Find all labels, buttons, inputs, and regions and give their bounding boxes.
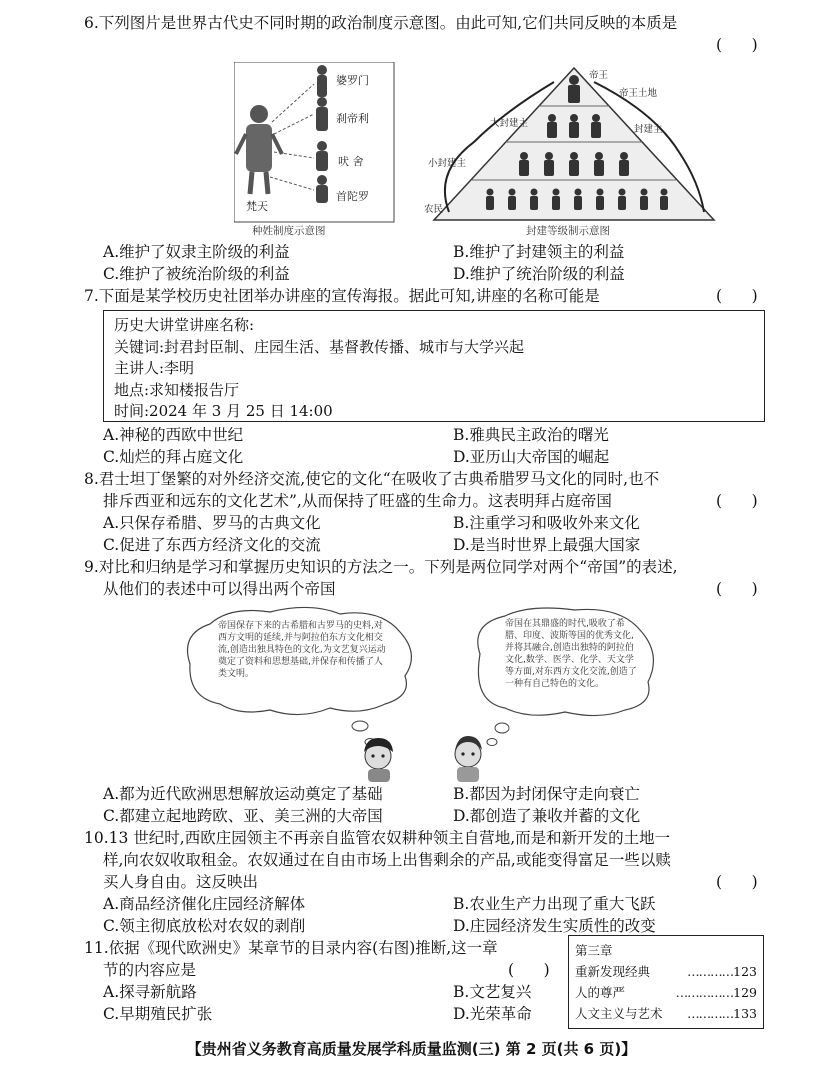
q7-option-d: D.亚历山大帝国的崛起	[453, 448, 610, 466]
q11-toc-box	[568, 935, 764, 1029]
brahma-figure	[236, 105, 282, 194]
q10-option-d: D.庄园经济发生实质性的改变	[453, 917, 656, 935]
q6-answer-paren: ( )	[716, 36, 758, 54]
q9-option-c: C.都建立起地跨欧、亚、美三洲的大帝国	[103, 807, 383, 825]
poster-speaker: 主讲人:李明	[114, 359, 195, 377]
q10-answer-paren: ( )	[716, 873, 758, 891]
q9-option-d: D.都创造了兼收并蓄的文化	[453, 807, 641, 825]
feudal-caption: 封建等级制示意图	[526, 225, 610, 237]
q8-option-c: C.促进了东西方经济文化的交流	[103, 536, 321, 554]
feudal-label-great-lord: 大封建主	[490, 118, 529, 129]
q10-option-a: A.商品经济催化庄园经济解体	[103, 895, 306, 913]
q8-option-a: A.只保存希腊、罗马的古典文化	[103, 514, 321, 532]
caste-label-brahma: 梵天	[246, 200, 268, 213]
q6-figure	[234, 62, 766, 240]
toc-row-page: 133	[733, 1006, 757, 1021]
toc-chapter-title: 第三章	[575, 943, 613, 958]
q6-option-c: C.维护了被统治阶级的利益	[103, 265, 290, 283]
q8-stem-line-1: 8.君士坦丁堡繁的对外经济交流,使它的文化“在吸收了古典希腊罗马文化的同时,也不	[84, 470, 660, 488]
q10-stem-line-1: 10.13 世纪时,西欧庄园领主不再亲自监管农奴耕种领主自营地,而是和新开发的土地一	[84, 829, 671, 847]
q10-stem-line-3: 买人身自由。这反映出	[103, 873, 259, 891]
toc-row	[575, 961, 757, 982]
q9-figure	[180, 604, 660, 782]
boy-student	[455, 736, 482, 782]
q6-option-a: A.维护了奴隶主阶级的利益	[103, 243, 290, 261]
q9-option-b: B.都因为封闭保守走向衰亡	[453, 785, 640, 803]
q7-option-b: B.雅典民主政治的曙光	[453, 426, 609, 444]
q6-option-b: B.维护了封建领主的利益	[453, 243, 625, 261]
q6-option-d: D.维护了统治阶级的利益	[453, 265, 625, 283]
q6-figure-svg	[234, 62, 766, 240]
toc-row-name: 人的尊严	[575, 985, 626, 1000]
q10-option-b: B.农业生产力出现了重大飞跃	[453, 895, 656, 913]
q7-option-c: C.灿烂的拜占庭文化	[103, 448, 244, 466]
q7-option-a: A.神秘的西欧中世纪	[103, 426, 244, 444]
q9-stem-line-1: 9.对比和归纳是学习和掌握历史知识的方法之一。下列是两位同学对两个“帝国”的表述,	[84, 558, 678, 576]
caste-links	[270, 84, 314, 190]
poster-location: 地点:求知楼报告厅	[114, 380, 240, 399]
poster-keywords: 关键词:封君封臣制、庄园生活、基督教传播、城市与大学兴起	[114, 337, 525, 356]
q11-option-a: A.探寻新航路	[103, 983, 197, 1001]
q9-option-a: A.都为近代欧洲思想解放运动奠定了基础	[103, 785, 383, 803]
feudal-label-peasant: 农民	[424, 204, 444, 215]
q11-stem-line-1: 11.依据《现代欧洲史》某章节的目录内容(右图)推断,这一章	[84, 939, 498, 957]
q8-answer-paren: ( )	[716, 492, 758, 510]
q10-stem-line-2: 样,向农奴收取租金。农奴通过在自由市场上出售剩余的产品,或能变得富足一些以赎	[103, 851, 671, 869]
q7-stem: 7.下面是某学校历史社团举办讲座的宣传海报。据此可知,讲座的名称可能是	[84, 287, 600, 305]
q11-stem-line-2: 节的内容应是	[103, 961, 197, 979]
left-bubble-text: 帝国保存下来的古希腊和古罗马的史料,对西方文明的延续,并与阿拉伯东方文化相交流,创造出独具特色的文化,为文艺复兴运动奠定了资料和思想基础,并保存和传播了人类文明。	[218, 621, 386, 679]
q10-option-c: C.领主彻底放松对农奴的剥削	[103, 917, 306, 935]
toc-row-name: 人文主义与艺术	[575, 1006, 663, 1021]
poster-title: 历史大讲堂讲座名称:	[114, 316, 255, 334]
q7-poster	[103, 310, 765, 422]
q7-answer-paren: ( )	[716, 287, 758, 305]
right-bubble-tail-2	[487, 739, 497, 746]
toc-row-dots: …………	[687, 1006, 734, 1021]
q11-answer-paren: ( )	[508, 961, 550, 979]
q11-option-c: C.早期殖民扩张	[103, 1005, 213, 1023]
poster-time: 时间:2024 年 3 月 25 日 14:00	[114, 402, 333, 420]
toc-row-dots: …………	[687, 964, 734, 979]
right-bubble-tail-1	[495, 723, 509, 733]
toc-row	[575, 982, 757, 1003]
q8-option-d: D.是当时世界上最强大国家	[453, 536, 641, 554]
q11-option-d: D.光荣革命	[453, 1005, 532, 1023]
q9-stem-line-2: 从他们的表述中可以得出两个帝国	[103, 580, 336, 598]
caste-people	[316, 65, 328, 203]
feudal-label-king: 帝王	[589, 70, 609, 81]
caste-caption: 种姓制度示意图	[252, 225, 326, 237]
caste-label-brahmin: 婆罗门	[336, 74, 369, 87]
caste-label-shudra: 首陀罗	[336, 190, 369, 203]
toc-row-page: 123	[733, 964, 757, 979]
q9-answer-paren: ( )	[716, 580, 758, 598]
page-footer: 【贵州省义务教育高质量发展学科质量监测(三) 第 2 页(共 6 页)】	[186, 1040, 637, 1058]
right-bubble-text: 帝国在其鼎盛的时代,吸收了希腊、印度、波斯等国的优秀文化,并将其融合,创造出独特的阿拉伯文化,数学、医学、化学、天文学等方面,对东西方文化交流,创造了一种有自己特色的文化。	[505, 619, 637, 689]
caste-label-kshatriya: 刹帝利	[336, 112, 369, 125]
q8-stem-line-2: 排斥西亚和远东的文化艺术”,从而保持了旺盛的生命力。这表明拜占庭帝国	[103, 492, 612, 510]
q6-stem: 6.下列图片是世界古代史不同时期的政治制度示意图。由此可知,它们共同反映的本质是	[84, 14, 678, 32]
toc-row-dots: ……………	[675, 985, 734, 1000]
left-bubble-tail-1	[352, 721, 368, 731]
q8-option-b: B.注重学习和吸收外来文化	[453, 514, 640, 532]
toc-row	[575, 1003, 757, 1024]
feudal-label-lord: 封建主	[634, 124, 663, 135]
caste-label-vaishya: 吠 舍	[338, 155, 364, 168]
feudal-label-small-lord: 小封建主	[428, 158, 467, 169]
girl-student	[364, 738, 393, 782]
toc-row-name: 重新发现经典	[575, 964, 651, 979]
q11-option-b: B.文艺复兴	[453, 983, 532, 1001]
feudal-label-king-land: 帝王土地	[619, 88, 658, 99]
toc-row-page: 129	[733, 985, 757, 1000]
